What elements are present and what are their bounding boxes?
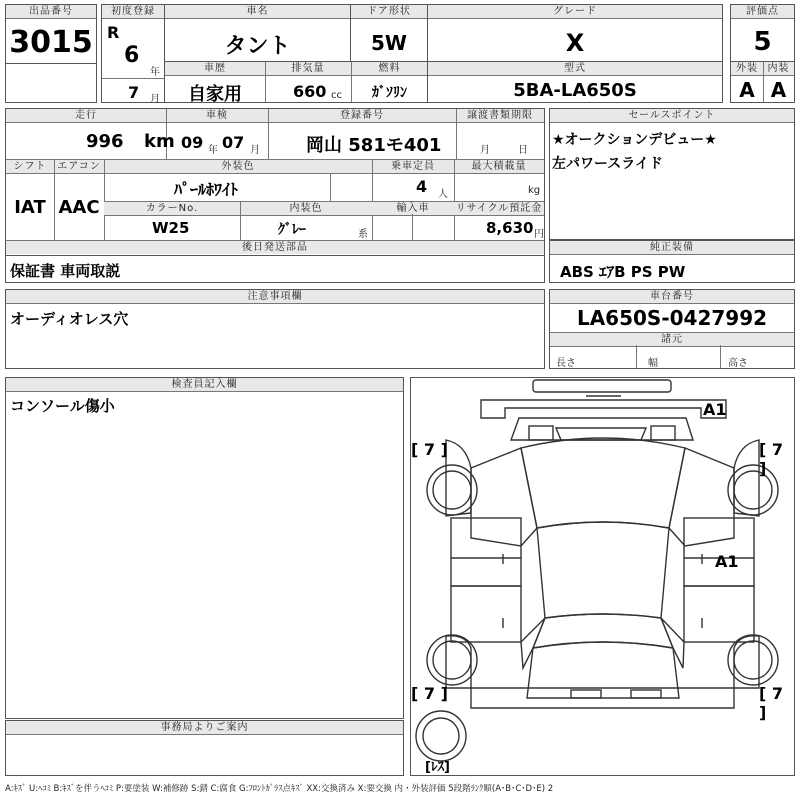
interior-grade: A bbox=[770, 78, 787, 102]
mileage-label: 走行 bbox=[6, 109, 166, 123]
ac-label: エアコン bbox=[54, 160, 104, 174]
chassis-box bbox=[549, 289, 795, 369]
inspection-label: 車検 bbox=[166, 109, 268, 123]
plate-number: 岡山 581モ401 bbox=[306, 135, 442, 156]
specs-label: 諸元 bbox=[550, 332, 794, 347]
shift-label: シフト bbox=[6, 160, 54, 174]
history-label: 車歴 bbox=[165, 62, 265, 76]
office-box bbox=[5, 720, 404, 776]
sales-point-1: ★オークションデビュー★ bbox=[552, 132, 717, 148]
inspection-year-unit: 年 bbox=[208, 145, 218, 156]
recycle-unit: 円 bbox=[534, 229, 544, 240]
lot-number-label: 出品番号 bbox=[6, 5, 96, 19]
sales-points-box bbox=[549, 108, 795, 240]
height-label: 高さ bbox=[728, 358, 748, 369]
score: 5 bbox=[753, 27, 772, 57]
sales-point-2: 左パワースライド bbox=[552, 156, 663, 172]
mid-section bbox=[5, 108, 545, 256]
max-load-label: 最大積載量 bbox=[454, 160, 544, 174]
plate-label: 登録番号 bbox=[268, 109, 456, 123]
capacity-unit: 人 bbox=[438, 189, 448, 200]
inspector-notes: コンソール傷小 bbox=[10, 397, 115, 415]
inspection-month: 07 bbox=[222, 133, 245, 152]
exterior-grade: A bbox=[739, 78, 755, 102]
lot-number: 3015 bbox=[9, 25, 93, 60]
inspection-year: 09 bbox=[181, 133, 204, 152]
interior-label: 内装 bbox=[763, 62, 794, 76]
tire-left-front: [ 7 ] bbox=[411, 440, 448, 459]
caution-label: 注意事項欄 bbox=[6, 290, 544, 304]
ext-color-label: 外装色 bbox=[104, 160, 372, 174]
sales-points-label: セールスポイント bbox=[550, 109, 794, 123]
int-color-unit: 系 bbox=[358, 229, 368, 240]
doors: 5W bbox=[371, 31, 407, 55]
exterior-label: 外装 bbox=[731, 62, 763, 76]
color-no-label: カラーNo. bbox=[104, 201, 240, 216]
transfer-month-unit: 月 bbox=[480, 145, 490, 156]
damage-mark-front: A1 bbox=[703, 400, 727, 419]
score-label: 評価点 bbox=[731, 5, 794, 19]
model-label: 型式 bbox=[428, 62, 722, 76]
lot-number-box bbox=[5, 4, 97, 64]
displacement-unit: cc bbox=[331, 90, 342, 101]
car-name: タント bbox=[224, 34, 291, 59]
transfer-label: 譲渡書類期限 bbox=[456, 109, 544, 123]
spare-tire-status: [ﾚｽ] bbox=[425, 760, 450, 775]
int-color-label: 内装色 bbox=[240, 201, 372, 216]
lot-number-lower bbox=[5, 63, 97, 103]
car-name-box bbox=[164, 4, 351, 62]
color-number: W25 bbox=[152, 219, 190, 237]
air-conditioner: AAC bbox=[58, 197, 100, 218]
displacement-label: 排気量 bbox=[265, 62, 351, 76]
caution-box bbox=[5, 289, 545, 369]
equipment-box bbox=[549, 240, 795, 283]
chassis-number: LA650S-0427992 bbox=[576, 306, 768, 330]
grade-label: グレード bbox=[428, 5, 722, 19]
car-diagram-box bbox=[410, 377, 795, 776]
history: 自家用 bbox=[188, 84, 242, 105]
int-color: ｸﾞﾚｰ bbox=[278, 222, 306, 238]
equipment: ABS ｴｱB PS PW bbox=[560, 263, 686, 281]
first-registration-box bbox=[101, 4, 165, 103]
ext-color: ﾊﾟｰﾙﾎﾜｲﾄ bbox=[174, 180, 239, 199]
shift: IAT bbox=[14, 197, 46, 218]
chassis-label: 車台番号 bbox=[550, 290, 794, 304]
grade-box bbox=[427, 4, 723, 62]
tire-right-rear: [ 7 ] bbox=[759, 684, 784, 722]
fuel: ｶﾞｿﾘﾝ bbox=[372, 85, 407, 101]
registration-month: 7 bbox=[128, 83, 140, 102]
car-diagram bbox=[411, 378, 794, 775]
inspector-box bbox=[5, 377, 404, 719]
later-parts-box bbox=[5, 255, 545, 283]
tire-left-rear: [ 7 ] bbox=[411, 684, 448, 703]
first-registration-label: 初度登録 bbox=[102, 5, 164, 19]
legend: A:ｷｽﾞ U:ﾍｺﾐ B:ｷｽﾞを伴うﾍｺﾐ P:要塗装 W:補修跡 S:錆 C:腐食 G:ﾌﾛﾝﾄｶﾞﾗｽ点ｷｽﾞ XX:交換済み X:要交換 内・外装評価 5段階ﾗﾝｸ順(A･B･C･D･E) 2 bbox=[5, 784, 554, 794]
registration-year: 6 bbox=[124, 43, 140, 68]
grade: X bbox=[565, 29, 585, 57]
era-letter: R bbox=[107, 23, 120, 42]
later-parts: 保証書 車両取説 bbox=[10, 262, 121, 280]
model: 5BA-LA650S bbox=[513, 80, 637, 101]
recycle-deposit: 8,630 bbox=[486, 219, 534, 237]
recycle-label: リサイクル預託金 bbox=[455, 203, 543, 214]
capacity-label: 乗車定員 bbox=[372, 160, 454, 174]
history-row bbox=[164, 61, 428, 103]
equipment-label: 純正装備 bbox=[550, 241, 794, 255]
later-parts-label: 後日発送部品 bbox=[6, 241, 544, 254]
caution-text: オーディオレス穴 bbox=[10, 310, 129, 328]
car-name-label: 車名 bbox=[165, 5, 350, 19]
capacity: 4 bbox=[416, 177, 428, 196]
fuel-label: 燃料 bbox=[351, 62, 428, 76]
damage-mark-right-door: A1 bbox=[715, 552, 739, 571]
doors-label: ドア形状 bbox=[351, 5, 427, 19]
inspector-label: 検査員記入欄 bbox=[6, 378, 403, 392]
width-label: 幅 bbox=[648, 358, 658, 369]
score-box bbox=[730, 4, 795, 62]
model-box bbox=[427, 61, 723, 103]
inspection-month-unit: 月 bbox=[250, 145, 260, 156]
ext-int-box bbox=[730, 61, 795, 103]
max-load-unit: kg bbox=[528, 185, 541, 196]
import-label: 輸入車 bbox=[372, 201, 454, 216]
mileage: 996 bbox=[86, 131, 124, 152]
transfer-day-unit: 日 bbox=[518, 145, 528, 156]
mileage-unit: km bbox=[144, 131, 175, 152]
month-unit: 月 bbox=[150, 94, 160, 105]
office-label: 事務局よりご案内 bbox=[6, 721, 403, 735]
year-unit: 年 bbox=[150, 67, 160, 78]
length-label: 長さ bbox=[556, 358, 576, 369]
tire-right-front: [ 7 ] bbox=[759, 440, 784, 478]
doors-box bbox=[350, 4, 428, 62]
displacement: 660 bbox=[293, 82, 327, 101]
